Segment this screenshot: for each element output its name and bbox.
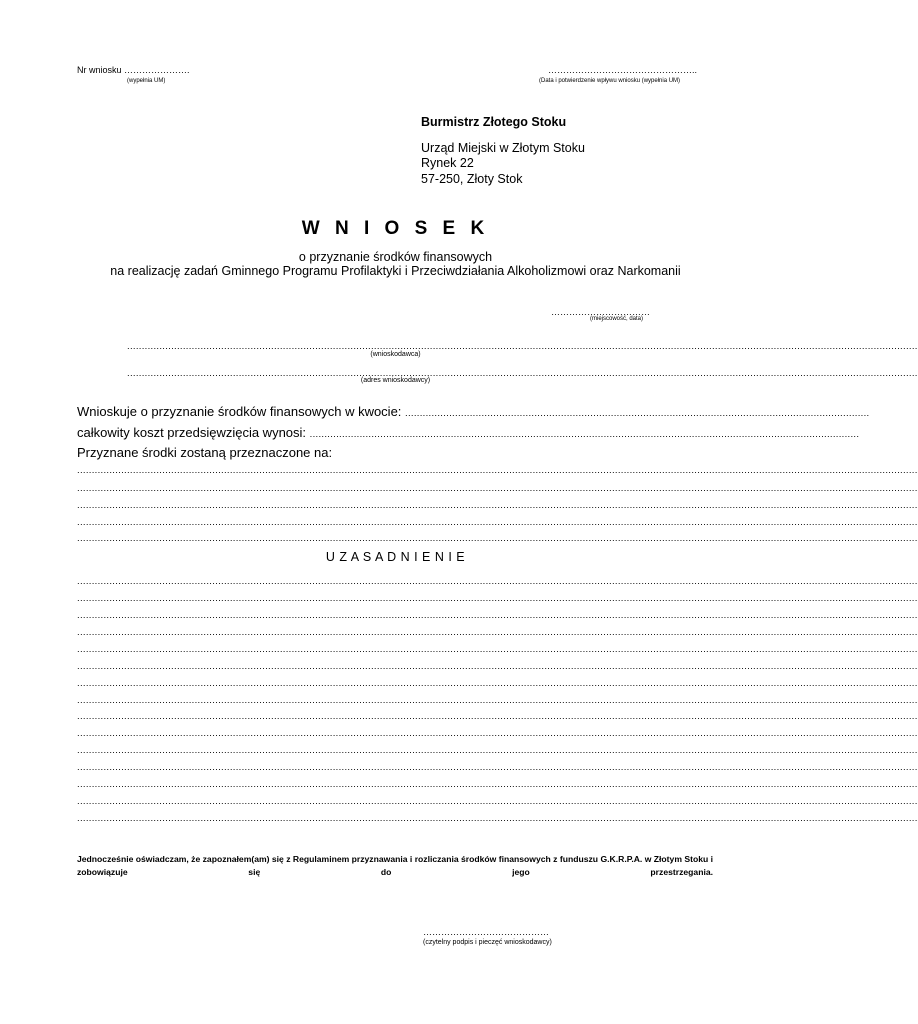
justification-line: .............................................................................................................................................................................................................................................................................................. xyxy=(77,593,918,604)
justification-line: .............................................................................................................................................................................................................................................................................................. xyxy=(77,813,918,824)
justification-line: .............................................................................................................................................................................................................................................................................................. xyxy=(77,644,918,655)
justification-line: .............................................................................................................................................................................................................................................................................................. xyxy=(77,627,918,638)
applicant-address-caption: (adres wnioskodawcy) xyxy=(360,377,431,384)
total-cost-field xyxy=(77,424,860,442)
purpose-line: .............................................................................................................................................................................................................................................................................................. xyxy=(77,533,918,544)
purpose-line: .............................................................................................................................................................................................................................................................................................. xyxy=(77,465,918,476)
application-number-label: Nr wniosku …………………. xyxy=(77,65,190,75)
justification-line: .............................................................................................................................................................................................................................................................................................. xyxy=(77,610,918,621)
signature-dots: …………………………………… xyxy=(423,927,549,937)
purpose-label: Przyznane środki zostaną przeznaczone na: xyxy=(77,445,333,460)
justification-line: .............................................................................................................................................................................................................................................................................................. xyxy=(77,762,918,773)
justification-line: .............................................................................................................................................................................................................................................................................................. xyxy=(77,779,918,790)
applicant-name-caption: (wnioskodawca) xyxy=(370,351,421,358)
amount-label: Wnioskuje o przyznanie środków finansowych w kwocie: xyxy=(77,404,406,419)
receipt-date-dots: ………………………………………….. xyxy=(548,65,698,75)
total-cost-label: całkowity koszt przedsięwzięcia wynosi: xyxy=(77,425,310,440)
application-number-caption: (wypełnia UM) xyxy=(127,78,166,84)
total-cost-dots: ........................................................................................................................................................................................... xyxy=(309,429,860,440)
applicant-address-line: ............................................................................................................................................................................................................................................................................. xyxy=(127,368,918,379)
justification-line: .............................................................................................................................................................................................................................................................................................. xyxy=(77,695,918,706)
justification-line: .............................................................................................................................................................................................................................................................................................. xyxy=(77,728,918,739)
addressee-office: Urząd Miejski w Złotym Stoku xyxy=(421,141,585,155)
title-subline-2: na realizację zadań Gminnego Programu Profilaktyki i Przeciwdziałania Alkoholizmowi oraz Narkomanii xyxy=(110,264,681,278)
amount-dots: .............................................................................................................................................................. xyxy=(405,408,870,419)
applicant-name-line: ............................................................................................................................................................................................................................................................................. xyxy=(127,341,918,352)
receipt-date-caption: (Data i potwierdzenie wpływu wniosku (wypełnia UM) xyxy=(539,78,681,84)
justification-line: .............................................................................................................................................................................................................................................................................................. xyxy=(77,796,918,807)
justification-line: .............................................................................................................................................................................................................................................................................................. xyxy=(77,745,918,756)
justification-line: .............................................................................................................................................................................................................................................................................................. xyxy=(77,576,918,587)
declaration-text: Jednocześnie oświadczam, że zapoznałem(am) się z Regulaminem przyznawania i rozliczania środków finansowych z funduszu G.K.R.P.A. w Złotym Stoku i zobowiązuje się do jego przestrzegania. xyxy=(77,854,713,877)
addressee-city: 57-250, Złoty Stok xyxy=(421,172,523,186)
purpose-line: .............................................................................................................................................................................................................................................................................................. xyxy=(77,500,918,511)
title-subline-1: o przyznanie środków finansowych xyxy=(298,250,493,264)
document-title: W N I O S E K xyxy=(301,218,490,239)
justification-line: .............................................................................................................................................................................................................................................................................................. xyxy=(77,661,918,672)
amount-field xyxy=(77,403,870,421)
justification-line: .............................................................................................................................................................................................................................................................................................. xyxy=(77,711,918,722)
justification-heading: U Z A S A D N I E N I E xyxy=(325,550,466,564)
justification-line: .............................................................................................................................................................................................................................................................................................. xyxy=(77,678,918,689)
purpose-line: .............................................................................................................................................................................................................................................................................................. xyxy=(77,483,918,494)
place-date-dots: …………………………… xyxy=(551,307,650,317)
addressee-street: Rynek 22 xyxy=(421,156,474,170)
place-date-caption: (miejscowość, data) xyxy=(590,316,644,322)
signature-caption: (czytelny podpis i pieczęć wnioskodawcy) xyxy=(423,939,552,946)
addressee-name: Burmistrz Złotego Stoku xyxy=(421,115,567,129)
purpose-line: .............................................................................................................................................................................................................................................................................................. xyxy=(77,517,918,528)
